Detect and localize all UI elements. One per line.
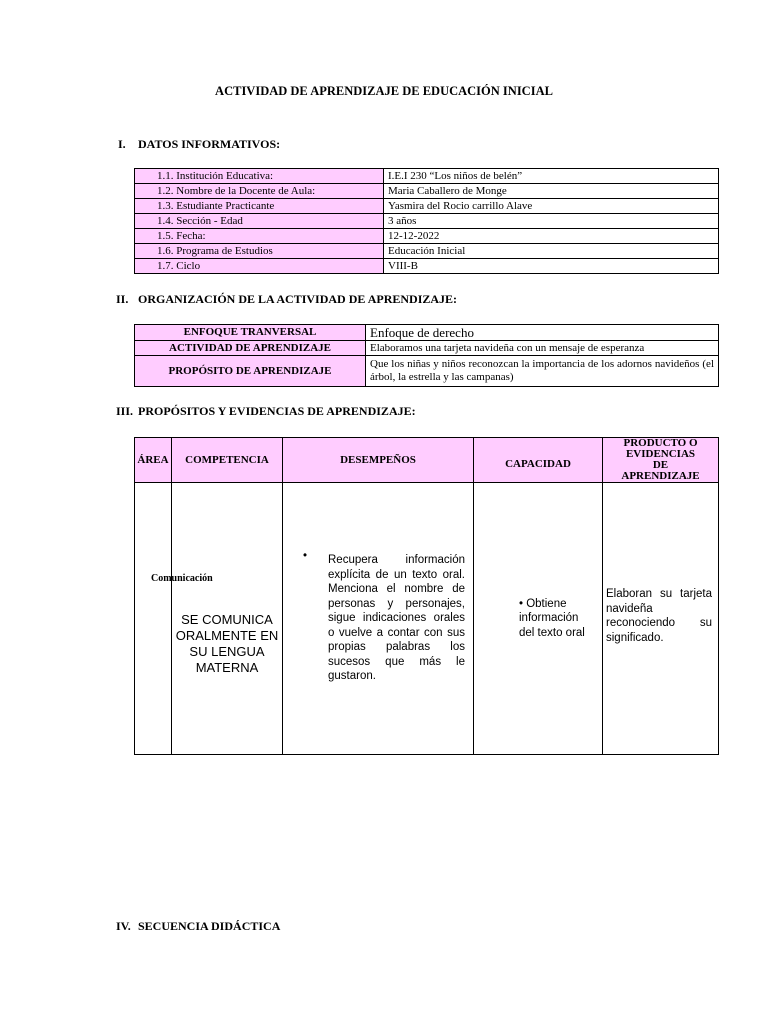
table-row bbox=[135, 169, 719, 184]
area-cell bbox=[135, 483, 213, 755]
row-label: PROPÓSITO DE APRENDIZAJE bbox=[135, 356, 366, 387]
row-value: Enfoque de derecho bbox=[366, 325, 719, 341]
row-label: 1.6. Programa de Estudios bbox=[135, 244, 384, 259]
propositos-table bbox=[134, 437, 719, 755]
table-row bbox=[135, 214, 719, 229]
row-value: Maria Caballero de Monge bbox=[384, 184, 719, 199]
datos-informativos-table bbox=[134, 168, 719, 274]
table-row bbox=[135, 341, 719, 356]
row-value: VIII-B bbox=[384, 259, 719, 274]
desempeno-text: Recupera información explícita de un texto oral. Menciona el nombre de personas y personajes, sigue indicaciones orales o vuelve a contar con sus propias palabras los sucesos que más le gustaron. bbox=[328, 554, 465, 683]
section-1-number: I. bbox=[118, 137, 126, 151]
row-label: 1.2. Nombre de la Docente de Aula: bbox=[135, 184, 384, 199]
row-value: Que los niñas y niños reconozcan la importancia de los adornos navideños (el árbol, la estrella y las campanas) bbox=[366, 356, 719, 387]
area-value: Comunicación bbox=[151, 573, 213, 584]
table-row bbox=[135, 199, 719, 214]
header-row bbox=[135, 438, 719, 483]
capacidad-cell: • Obtiene información del texto oral bbox=[474, 483, 603, 755]
organizacion-table bbox=[134, 324, 719, 387]
section-3-number: III. bbox=[116, 404, 134, 418]
competencia-cell: SE COMUNICA ORALMENTE EN SU LENGUA MATERNA bbox=[172, 483, 283, 755]
row-label: ENFOQUE TRANVERSAL bbox=[135, 325, 366, 341]
bullet-icon: • bbox=[303, 550, 308, 562]
producto-cell: Elaboran su tarjeta navideña reconociendo su significado. bbox=[603, 483, 719, 755]
header-competencia: COMPETENCIA bbox=[172, 438, 283, 483]
header-producto: PRODUCTO O EVIDENCIAS DE APRENDIZAJE bbox=[603, 438, 719, 483]
table-row bbox=[135, 356, 719, 387]
row-value: Educación Inicial bbox=[384, 244, 719, 259]
row-label: 1.7. Ciclo bbox=[135, 259, 384, 274]
row-label: 1.3. Estudiante Practicante bbox=[135, 199, 384, 214]
row-value: Elaboramos una tarjeta navideña con un mensaje de esperanza bbox=[366, 341, 719, 356]
table-row bbox=[135, 229, 719, 244]
table-row bbox=[135, 244, 719, 259]
table-row bbox=[135, 325, 719, 341]
table-row bbox=[135, 259, 719, 274]
desempenos-cell bbox=[283, 483, 474, 755]
row-label: ACTIVIDAD DE APRENDIZAJE bbox=[135, 341, 366, 356]
header-area: ÁREA bbox=[135, 438, 172, 483]
table-row bbox=[135, 184, 719, 199]
table-row bbox=[135, 483, 719, 755]
row-value: I.E.I 230 “Los niños de belén” bbox=[384, 169, 719, 184]
section-4-number: IV. bbox=[116, 919, 131, 933]
header-capacidad: CAPACIDAD bbox=[474, 438, 603, 483]
section-3-heading: PROPÓSITOS Y EVIDENCIAS DE APRENDIZAJE: bbox=[138, 404, 416, 418]
row-value: 3 años bbox=[384, 214, 719, 229]
row-value: Yasmira del Rocio carrillo Alave bbox=[384, 199, 719, 214]
header-desempenos: DESEMPEÑOS bbox=[283, 438, 474, 483]
row-label: 1.5. Fecha: bbox=[135, 229, 384, 244]
row-label: 1.1. Institución Educativa: bbox=[135, 169, 384, 184]
section-2-number: II. bbox=[116, 292, 129, 306]
section-4-heading: SECUENCIA DIDÁCTICA bbox=[138, 919, 281, 933]
row-value: 12-12-2022 bbox=[384, 229, 719, 244]
section-1-heading: DATOS INFORMATIVOS: bbox=[138, 137, 281, 151]
row-label: 1.4. Sección - Edad bbox=[135, 214, 384, 229]
section-2-heading: ORGANIZACIÓN DE LA ACTIVIDAD DE APRENDIZAJE: bbox=[138, 292, 458, 306]
document-title: ACTIVIDAD DE APRENDIZAJE DE EDUCACIÓN INICIAL bbox=[215, 84, 553, 98]
